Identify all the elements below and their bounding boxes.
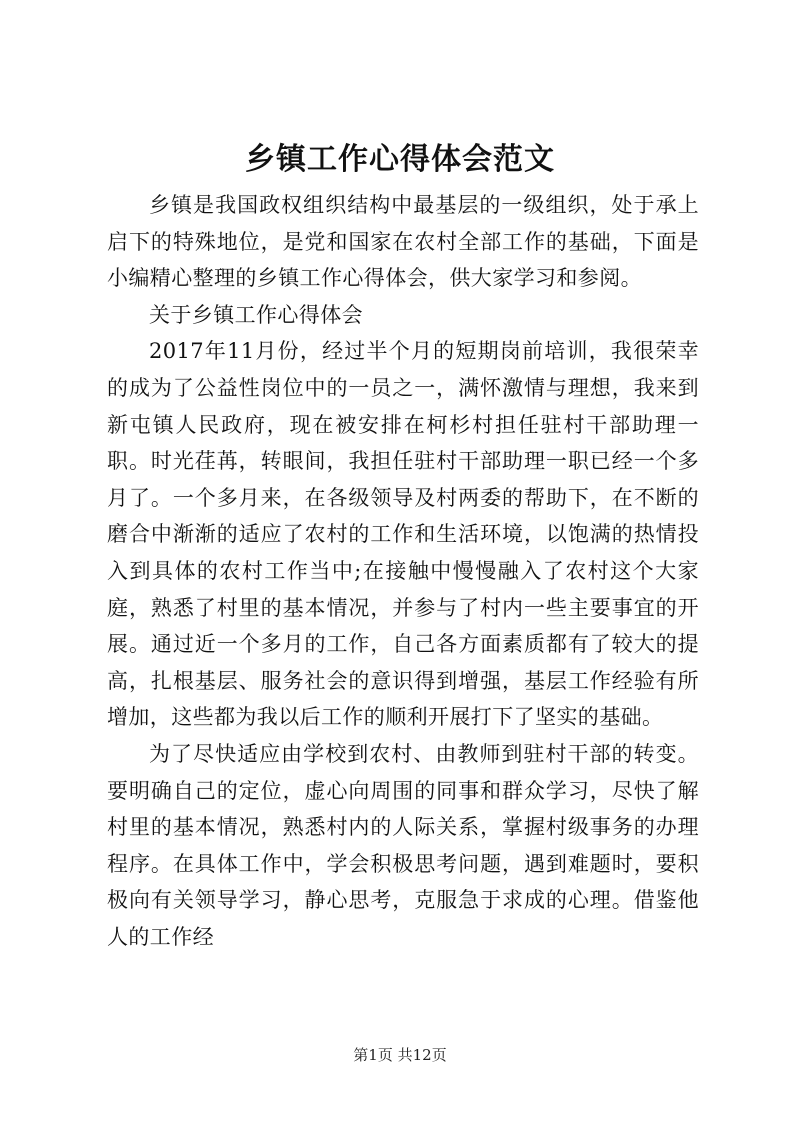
body-paragraph-2: 为了尽快适应由学校到农村、由教师到驻村干部的转变。要明确自己的定位，虚心向周围的同事和群众学习，尽快了解村里的基本情况，熟悉村内的人际关系，掌握村级事务的办理程序。在具体工作中，学会积极思考问题，遇到难题时，要积极向有关领导学习，静心思考，克服急于求成的心理。借鉴他人的工作经 <box>107 741 699 949</box>
document-title: 乡镇工作心得体会范文 <box>245 142 555 177</box>
body-paragraph-1: 2017年11月份，经过半个月的短期岗前培训，我很荣幸的成为了公益性岗位中的一员之一，满怀激情与理想，我来到新屯镇人民政府，现在被安排在柯杉村担任驻村干部助理一职。时光荏苒，转眼间，我担任驻村干部助理一职已经一个多月了。一个多月来，在各级领导及村两委的帮助下，在不断的磨合中渐渐的适应了农村的工作和生活环境，以饱满的热情投入到具体的农村工作当中;在接触中慢慢融入了农村这个大家庭，熟悉了村里的基本情况，并参与了村内一些主要事宜的开展。通过近一个多月的工作，自己各方面素质都有了较大的提高，扎根基层、服务社会的意识得到增强，基层工作经验有所增加，这些都为我以后工作的顺利开展打下了坚实的基础。 <box>107 339 699 730</box>
section-heading: 关于乡镇工作心得体会 <box>149 302 363 327</box>
intro-paragraph: 乡镇是我国政权组织结构中最基层的一级组织，处于承上启下的特殊地位，是党和国家在农村全部工作的基础，下面是小编精心整理的乡镇工作心得体会，供大家学习和参阅。 <box>107 193 699 291</box>
page-footer: 第1页 共12页 <box>353 1046 447 1064</box>
document-body <box>107 187 699 955</box>
